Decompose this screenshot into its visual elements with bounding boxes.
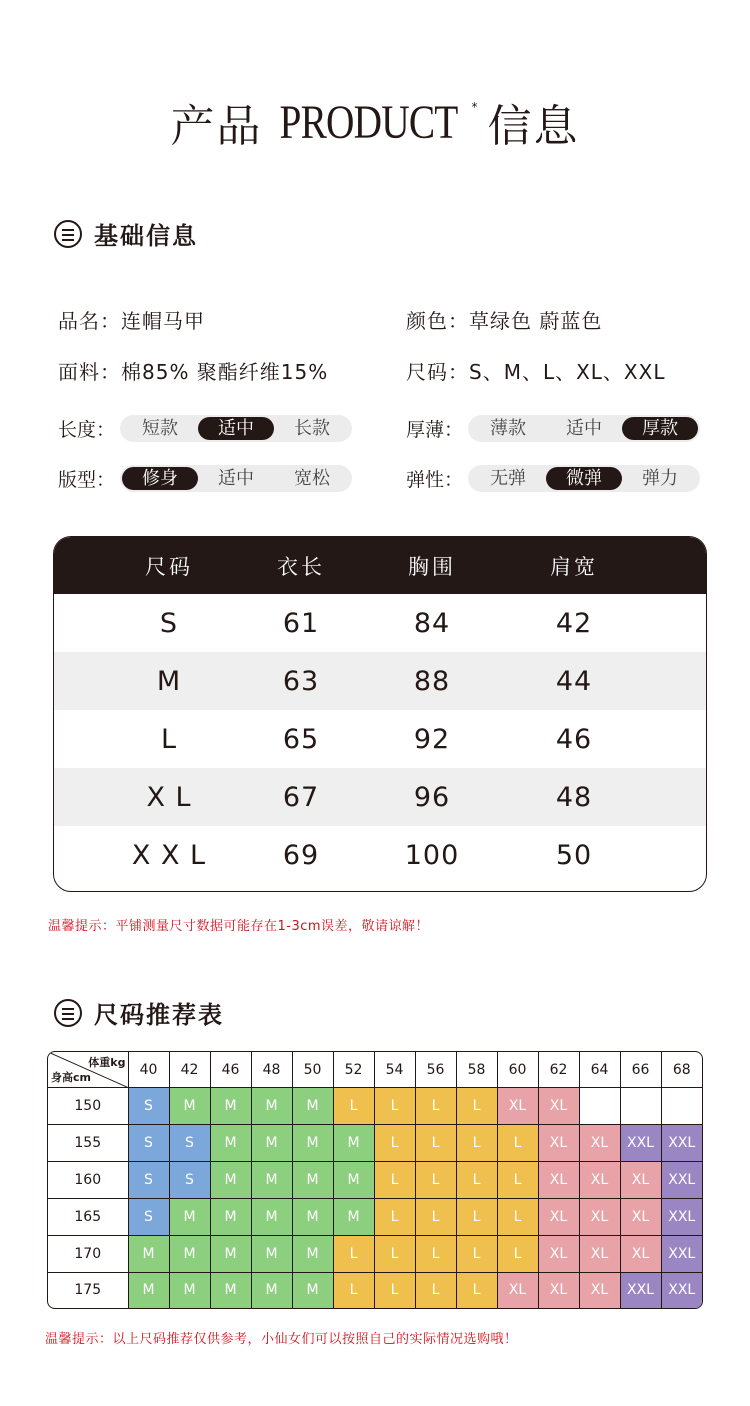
size-cell: XXL bbox=[661, 1162, 702, 1199]
size-cell: S bbox=[128, 1198, 169, 1235]
size-cell: L bbox=[333, 1088, 374, 1125]
title-cn-left: 产品 bbox=[170, 101, 263, 152]
table-cell: 61 bbox=[282, 607, 320, 639]
height-cell: 160 bbox=[48, 1162, 128, 1199]
table-row bbox=[54, 710, 706, 768]
size-cell: M bbox=[251, 1272, 292, 1308]
size-cell: M bbox=[128, 1235, 169, 1272]
size-cell: XXL bbox=[661, 1235, 702, 1272]
size-cell: L bbox=[415, 1235, 456, 1272]
table-cell: 50 bbox=[555, 839, 593, 871]
size-cell: XL bbox=[579, 1198, 620, 1235]
pill-option: 修身 bbox=[122, 467, 198, 490]
table-cell: 100 bbox=[404, 839, 460, 871]
size-cell: L bbox=[415, 1198, 456, 1235]
header-cell: 肩宽 bbox=[550, 554, 598, 579]
table-cell: X L bbox=[146, 781, 192, 813]
height-cell: 155 bbox=[48, 1125, 128, 1162]
size-cell: L bbox=[456, 1125, 497, 1162]
table-cell: 84 bbox=[413, 607, 451, 639]
size-cell: XL bbox=[538, 1088, 579, 1125]
table-cell: S bbox=[159, 607, 179, 639]
pill-option: 适中 bbox=[566, 418, 602, 439]
title-star: * bbox=[471, 100, 478, 114]
size-cell: L bbox=[456, 1198, 497, 1235]
size-cell: XL bbox=[538, 1235, 579, 1272]
size-cell: M bbox=[210, 1125, 251, 1162]
size-cell: XL bbox=[538, 1198, 579, 1235]
attr-fit-label: 版型： bbox=[58, 469, 116, 491]
pill-option: 无弹 bbox=[490, 468, 526, 489]
attr-elasticity-label: 弹性： bbox=[406, 469, 464, 491]
table-cell: 67 bbox=[282, 781, 320, 813]
size-cell: XL bbox=[538, 1272, 579, 1308]
size-cell: L bbox=[456, 1162, 497, 1199]
header-cell: 衣长 bbox=[277, 554, 325, 579]
size-cell: XL bbox=[538, 1125, 579, 1162]
size-recommend-heading bbox=[54, 995, 224, 1030]
size-cell: L bbox=[374, 1198, 415, 1235]
table-row bbox=[54, 826, 706, 884]
table-row bbox=[48, 1235, 702, 1272]
table-cell: 65 bbox=[282, 723, 320, 755]
product-name: 品名：连帽马甲 bbox=[58, 309, 205, 333]
size-cell: M bbox=[251, 1088, 292, 1125]
size-cell: S bbox=[128, 1088, 169, 1125]
attr-thickness-label: 厚薄： bbox=[406, 419, 464, 441]
weight-header-cell: 66 bbox=[620, 1052, 661, 1088]
size-cell: M bbox=[333, 1198, 374, 1235]
size-cell: XL bbox=[620, 1162, 661, 1199]
size-recommend-grid bbox=[48, 1052, 702, 1308]
menu-circle-icon bbox=[54, 220, 82, 248]
pill-option: 宽松 bbox=[294, 468, 330, 489]
pill-option: 短款 bbox=[142, 418, 178, 439]
table-row bbox=[54, 768, 706, 826]
product-color: 颜色：草绿色 蔚蓝色 bbox=[406, 309, 603, 333]
menu-circle-icon bbox=[54, 999, 82, 1027]
height-cell: 170 bbox=[48, 1235, 128, 1272]
size-cell: M bbox=[292, 1198, 333, 1235]
size-cell: S bbox=[169, 1162, 210, 1199]
size-cell: L bbox=[415, 1125, 456, 1162]
table-cell: 63 bbox=[282, 665, 320, 697]
height-cell: 150 bbox=[48, 1088, 128, 1125]
size-cell: M bbox=[210, 1162, 251, 1199]
weight-header-cell: 50 bbox=[292, 1052, 333, 1088]
title-en: PRODUCT bbox=[280, 95, 458, 149]
measurement-tip: 温馨提示：平铺测量尺寸数据可能存在1-3cm误差，敬请谅解！ bbox=[48, 919, 430, 934]
size-recommend-table bbox=[47, 1051, 703, 1309]
table-row bbox=[48, 1272, 702, 1308]
size-cell: M bbox=[333, 1162, 374, 1199]
pill-option: 弹力 bbox=[642, 468, 678, 489]
attr-thickness bbox=[406, 415, 700, 442]
basic-info-heading bbox=[54, 216, 198, 251]
size-cell: L bbox=[374, 1235, 415, 1272]
size-cell: M bbox=[251, 1198, 292, 1235]
size-cell: XL bbox=[620, 1198, 661, 1235]
size-cell: L bbox=[456, 1235, 497, 1272]
size-cell: M bbox=[292, 1125, 333, 1162]
size-cell: L bbox=[456, 1088, 497, 1125]
size-cell: M bbox=[251, 1235, 292, 1272]
size-cell: M bbox=[251, 1125, 292, 1162]
table-cell: X X L bbox=[131, 839, 207, 871]
attr-elasticity-track bbox=[468, 465, 700, 492]
attr-fit bbox=[58, 465, 352, 492]
size-cell: XL bbox=[579, 1235, 620, 1272]
size-cell bbox=[579, 1088, 620, 1125]
table-cell: 42 bbox=[555, 607, 593, 639]
size-cell: XL bbox=[497, 1272, 538, 1308]
size-cell: L bbox=[415, 1272, 456, 1308]
size-cell: L bbox=[497, 1235, 538, 1272]
pill-option: 薄款 bbox=[490, 418, 526, 439]
size-cell: L bbox=[374, 1162, 415, 1199]
size-cell: XL bbox=[538, 1162, 579, 1199]
pill-option: 厚款 bbox=[622, 417, 698, 440]
corner-height-label: 身高cm bbox=[51, 1071, 91, 1085]
attr-length-track bbox=[120, 415, 352, 442]
size-cell: M bbox=[292, 1162, 333, 1199]
size-cell bbox=[620, 1088, 661, 1125]
size-cell: S bbox=[169, 1125, 210, 1162]
weight-header-cell: 40 bbox=[128, 1052, 169, 1088]
size-cell: M bbox=[210, 1235, 251, 1272]
size-cell: XXL bbox=[661, 1198, 702, 1235]
size-recommend-heading-text: 尺码推荐表 bbox=[94, 1001, 224, 1029]
height-cell: 175 bbox=[48, 1272, 128, 1308]
table-cell: 48 bbox=[555, 781, 593, 813]
size-cell: XL bbox=[579, 1272, 620, 1308]
size-cell: L bbox=[415, 1088, 456, 1125]
size-cell: XL bbox=[579, 1162, 620, 1199]
weight-header-cell: 48 bbox=[251, 1052, 292, 1088]
height-cell: 165 bbox=[48, 1198, 128, 1235]
header-cell: 胸围 bbox=[408, 554, 456, 579]
size-cell: XXL bbox=[661, 1125, 702, 1162]
size-cell: L bbox=[374, 1125, 415, 1162]
size-cell: L bbox=[497, 1198, 538, 1235]
weight-header-cell: 64 bbox=[579, 1052, 620, 1088]
size-cell: L bbox=[415, 1162, 456, 1199]
attr-length bbox=[58, 415, 352, 442]
pill-option: 长款 bbox=[294, 418, 330, 439]
size-cell: XL bbox=[497, 1088, 538, 1125]
table-cell: 96 bbox=[413, 781, 451, 813]
size-cell bbox=[661, 1088, 702, 1125]
weight-header-cell: 68 bbox=[661, 1052, 702, 1088]
size-cell: L bbox=[497, 1162, 538, 1199]
corner-weight-label: 体重kg bbox=[88, 1056, 126, 1069]
size-cell: L bbox=[333, 1272, 374, 1308]
size-cell: M bbox=[210, 1088, 251, 1125]
weight-header-cell: 58 bbox=[456, 1052, 497, 1088]
attr-fit-track bbox=[120, 465, 352, 492]
table-row bbox=[48, 1088, 702, 1125]
size-cell: XXL bbox=[661, 1272, 702, 1308]
table-row bbox=[48, 1125, 702, 1162]
attr-length-label: 长度： bbox=[58, 419, 116, 441]
size-cell: M bbox=[251, 1162, 292, 1199]
weight-header-cell: 54 bbox=[374, 1052, 415, 1088]
size-cell: M bbox=[292, 1272, 333, 1308]
size-cell: M bbox=[169, 1198, 210, 1235]
weight-header-cell: 52 bbox=[333, 1052, 374, 1088]
table-row bbox=[54, 652, 706, 710]
weight-header-cell: 62 bbox=[538, 1052, 579, 1088]
header-cell: 尺码 bbox=[145, 554, 193, 579]
size-cell: L bbox=[497, 1125, 538, 1162]
weight-header-row bbox=[48, 1052, 702, 1088]
product-fabric: 面料：棉85% 聚酯纤维15% bbox=[58, 360, 329, 384]
size-cell: M bbox=[128, 1272, 169, 1308]
table-cell: 69 bbox=[282, 839, 320, 871]
size-cell: XXL bbox=[620, 1125, 661, 1162]
size-cell: L bbox=[374, 1272, 415, 1308]
weight-header-cell: 60 bbox=[497, 1052, 538, 1088]
attr-elasticity bbox=[406, 465, 700, 492]
recommend-tip: 温馨提示：以上尺码推荐仅供参考，小仙女们可以按照自己的实际情况选购哦！ bbox=[45, 1332, 518, 1347]
size-cell: M bbox=[169, 1272, 210, 1308]
table-row bbox=[54, 594, 706, 652]
size-cell: M bbox=[292, 1088, 333, 1125]
size-cell: L bbox=[374, 1088, 415, 1125]
size-cell: L bbox=[456, 1272, 497, 1308]
size-cell: S bbox=[128, 1162, 169, 1199]
size-cell: M bbox=[292, 1235, 333, 1272]
table-cell: 44 bbox=[555, 665, 593, 697]
title-cn-right: 信息 bbox=[487, 101, 580, 152]
table-row bbox=[48, 1198, 702, 1235]
size-cell: XL bbox=[620, 1235, 661, 1272]
size-cell: XL bbox=[579, 1125, 620, 1162]
size-cell: M bbox=[169, 1235, 210, 1272]
size-cell: M bbox=[333, 1125, 374, 1162]
pill-option: 适中 bbox=[198, 417, 274, 440]
table-cell: 46 bbox=[555, 723, 593, 755]
size-cell: M bbox=[210, 1198, 251, 1235]
table-cell: M bbox=[156, 665, 182, 697]
table-cell: L bbox=[160, 723, 178, 755]
weight-header-cell: 56 bbox=[415, 1052, 456, 1088]
table-cell: 92 bbox=[413, 723, 451, 755]
weight-header-cell: 42 bbox=[169, 1052, 210, 1088]
product-sizes: 尺码：S、M、L、XL、XXL bbox=[406, 360, 666, 384]
size-table bbox=[53, 536, 707, 892]
size-table-header bbox=[54, 537, 706, 594]
attr-thickness-track bbox=[468, 415, 700, 442]
size-cell: XXL bbox=[620, 1272, 661, 1308]
weight-header-cell: 46 bbox=[210, 1052, 251, 1088]
table-cell: 88 bbox=[413, 665, 451, 697]
size-cell: M bbox=[210, 1272, 251, 1308]
size-cell: L bbox=[333, 1235, 374, 1272]
basic-info-heading-text: 基础信息 bbox=[94, 222, 198, 250]
pill-option: 微弹 bbox=[546, 467, 622, 490]
pill-option: 适中 bbox=[218, 468, 254, 489]
size-cell: M bbox=[169, 1088, 210, 1125]
size-cell: S bbox=[128, 1125, 169, 1162]
table-row bbox=[48, 1162, 702, 1199]
corner-cell bbox=[48, 1052, 128, 1088]
page-title bbox=[0, 92, 750, 152]
